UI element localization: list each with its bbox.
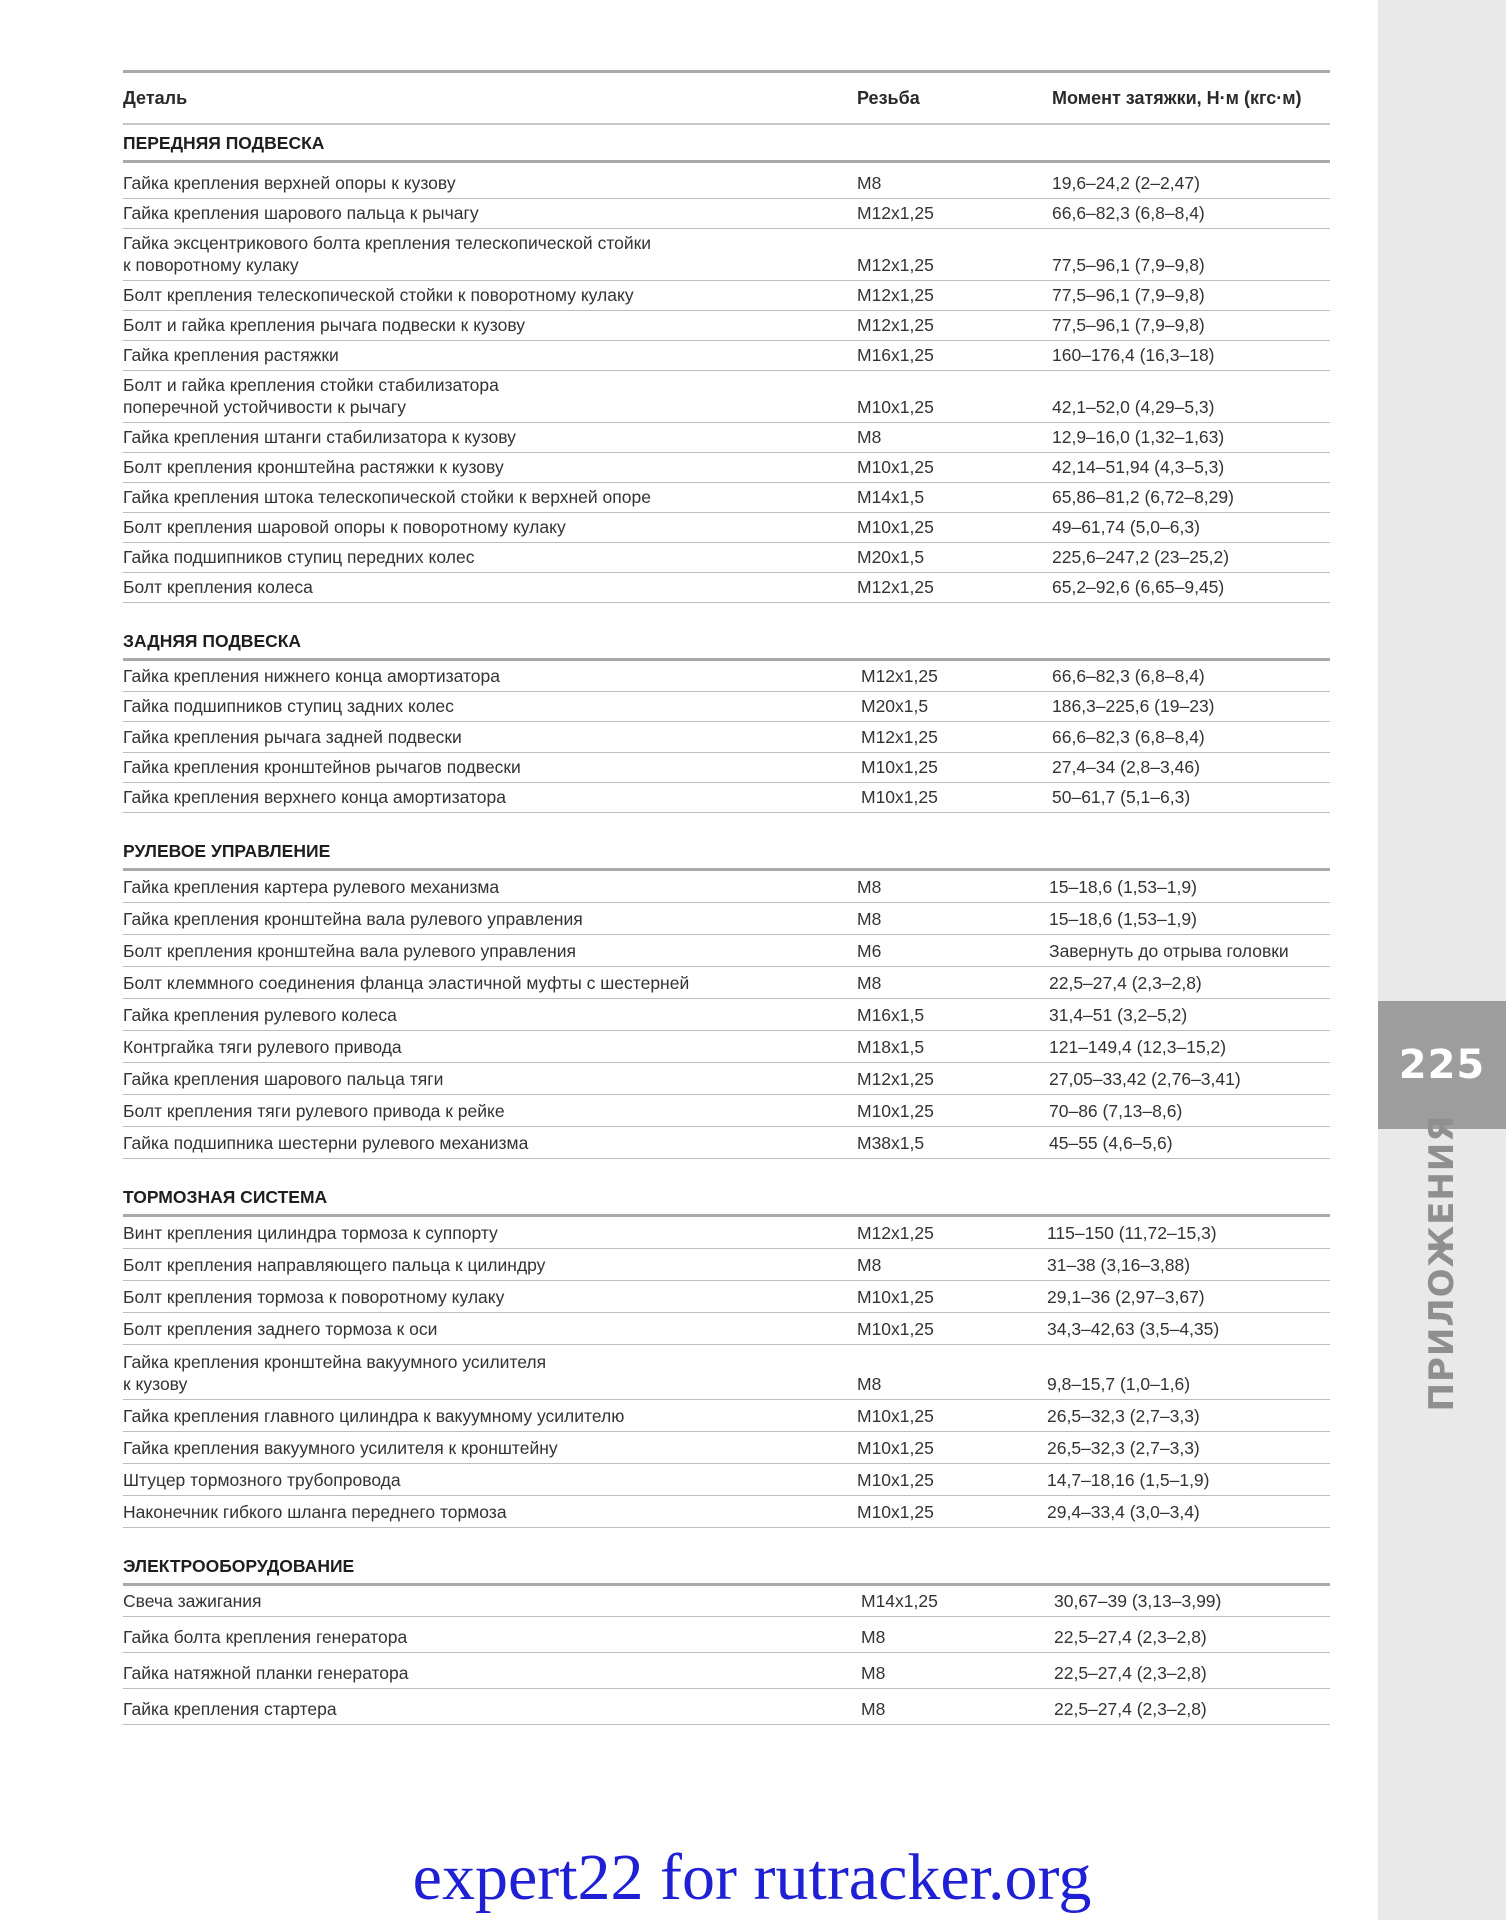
cell-torque: 49–61,74 (5,0–6,3) — [1052, 517, 1200, 537]
cell-part: Гайка крепления главного цилиндра к вакуумному усилителю — [123, 1406, 625, 1426]
cell-part: Болт и гайка крепления рычага подвески к кузову — [123, 315, 526, 335]
cell-part: Гайка крепления кронштейнов рычагов подвески — [123, 757, 521, 777]
table-row — [123, 1217, 1330, 1249]
cell-torque: 29,1–36 (2,97–3,67) — [1047, 1287, 1205, 1307]
header-thread: Резьба — [857, 87, 920, 108]
table-row — [123, 453, 1330, 483]
section-title-rear-suspension: ЗАДНЯЯ ПОДВЕСКА — [123, 603, 1330, 661]
table-row — [123, 903, 1330, 935]
cell-thread: M8 — [861, 1627, 886, 1647]
cell-part: Болт крепления направляющего пальца к цилиндру — [123, 1255, 546, 1275]
table-row — [123, 753, 1330, 783]
table-row — [123, 543, 1330, 573]
table-row — [123, 423, 1330, 453]
cell-thread: M16x1,25 — [857, 345, 934, 365]
table-row — [123, 1127, 1330, 1159]
cell-part: Гайка крепления кронштейна вала рулевого управления — [123, 909, 583, 929]
cell-thread: M10x1,25 — [857, 1438, 934, 1458]
table-row — [123, 1653, 1330, 1689]
cell-part-line: Гайка эксцентрикового болта крепления телескопической стойки — [123, 233, 652, 253]
cell-torque: 77,5–96,1 (7,9–9,8) — [1052, 315, 1205, 335]
table-header — [123, 73, 1330, 125]
cell-torque: 70–86 (7,13–8,6) — [1049, 1101, 1183, 1121]
section-label-vertical: ПРИЛОЖЕНИЯ — [1422, 1114, 1462, 1412]
section-front-suspension — [123, 163, 1330, 603]
cell-thread: M14x1,5 — [857, 487, 925, 507]
cell-thread: M10x1,25 — [857, 1502, 934, 1522]
table-row — [123, 341, 1330, 371]
cell-part: Свеча зажигания — [123, 1591, 262, 1611]
cell-thread: M10x1,25 — [857, 1406, 934, 1426]
cell-thread: M12x1,25 — [861, 727, 938, 747]
cell-thread: M8 — [861, 1699, 886, 1719]
table-row — [123, 281, 1330, 311]
cell-part: Гайка подшипника шестерни рулевого механизма — [123, 1133, 529, 1153]
cell-part-line: поперечной устойчивости к рычагу — [123, 397, 407, 417]
cell-part: Болт крепления тяги рулевого привода к рейке — [123, 1101, 505, 1121]
cell-thread: M8 — [857, 877, 882, 897]
cell-torque: 31,4–51 (3,2–5,2) — [1049, 1005, 1188, 1025]
cell-torque: 9,8–15,7 (1,0–1,6) — [1047, 1374, 1191, 1394]
cell-torque: 45–55 (4,6–5,6) — [1049, 1133, 1173, 1153]
cell-part: Болт крепления телескопической стойки к поворотному кулаку — [123, 285, 634, 305]
cell-part: Болт крепления тормоза к поворотному кулаку — [123, 1287, 505, 1307]
table-row — [123, 935, 1330, 967]
table-row — [123, 1313, 1330, 1345]
table-row — [123, 573, 1330, 603]
cell-torque: 121–149,4 (12,3–15,2) — [1049, 1037, 1227, 1057]
cell-thread: M20x1,5 — [857, 547, 925, 567]
cell-part: Гайка крепления рычага задней подвески — [123, 727, 462, 747]
table-row — [123, 722, 1330, 753]
table-row — [123, 661, 1330, 692]
cell-torque: 34,3–42,63 (3,5–4,35) — [1047, 1319, 1220, 1339]
page-number: 225 — [1378, 1001, 1506, 1129]
cell-torque: 15–18,6 (1,53–1,9) — [1049, 909, 1197, 929]
cell-part: Гайка крепления стартера — [123, 1699, 337, 1719]
cell-torque: 22,5–27,4 (2,3–2,8) — [1054, 1663, 1207, 1683]
cell-thread: M12x1,25 — [857, 285, 934, 305]
cell-part: Наконечник гибкого шланга переднего тормоза — [123, 1502, 507, 1522]
table-row — [123, 1063, 1330, 1095]
cell-torque: 225,6–247,2 (23–25,2) — [1052, 547, 1230, 567]
cell-part: Гайка крепления верхнего конца амортизатора — [123, 787, 506, 807]
cell-part: Гайка крепления картера рулевого механизма — [123, 877, 500, 897]
table-row — [123, 1689, 1330, 1725]
cell-torque: 12,9–16,0 (1,32–1,63) — [1052, 427, 1225, 447]
cell-thread: M10x1,25 — [861, 757, 938, 777]
cell-torque: 22,5–27,4 (2,3–2,8) — [1054, 1627, 1207, 1647]
cell-part — [123, 1351, 857, 1395]
cell-torque: 66,6–82,3 (6,8–8,4) — [1052, 203, 1205, 223]
cell-torque: 15–18,6 (1,53–1,9) — [1049, 877, 1197, 897]
cell-thread: M8 — [857, 1374, 882, 1394]
section-title-front-suspension: ПЕРЕДНЯЯ ПОДВЕСКА — [123, 125, 1330, 163]
table-row — [123, 783, 1330, 813]
section-title-brake-system: ТОРМОЗНАЯ СИСТЕМА — [123, 1159, 1330, 1217]
table-row — [123, 1095, 1330, 1127]
cell-torque: 42,14–51,94 (4,3–5,3) — [1052, 457, 1225, 477]
section-brake-system — [123, 1217, 1330, 1528]
cell-thread: M12x1,25 — [857, 1069, 934, 1089]
table-row — [123, 1617, 1330, 1653]
cell-part-line: к поворотному кулаку — [123, 255, 299, 275]
table-row — [123, 999, 1330, 1031]
torque-table — [123, 70, 1330, 1725]
cell-thread: M12x1,25 — [861, 666, 938, 686]
cell-part: Гайка болта крепления генератора — [123, 1627, 408, 1647]
cell-part: Болт крепления заднего тормоза к оси — [123, 1319, 438, 1339]
section-steering — [123, 871, 1330, 1159]
cell-torque: 29,4–33,4 (3,0–3,4) — [1047, 1502, 1200, 1522]
cell-thread: M10x1,25 — [857, 1287, 934, 1307]
cell-torque: 31–38 (3,16–3,88) — [1047, 1255, 1191, 1275]
table-row — [123, 1249, 1330, 1281]
cell-torque: 77,5–96,1 (7,9–9,8) — [1052, 255, 1205, 275]
cell-part: Гайка крепления шарового пальца тяги — [123, 1069, 444, 1089]
cell-torque: 14,7–18,16 (1,5–1,9) — [1047, 1470, 1210, 1490]
cell-torque: Завернуть до отрыва головки — [1049, 941, 1289, 961]
cell-torque: 65,86–81,2 (6,72–8,29) — [1052, 487, 1234, 507]
header-part: Деталь — [123, 87, 188, 108]
cell-torque: 27,4–34 (2,8–3,46) — [1052, 757, 1200, 777]
cell-part: Гайка крепления вакуумного усилителя к кронштейну — [123, 1438, 558, 1458]
cell-thread: M12x1,25 — [857, 315, 934, 335]
cell-thread: M6 — [857, 941, 882, 961]
cell-torque: 22,5–27,4 (2,3–2,8) — [1049, 973, 1202, 993]
watermark — [0, 1840, 1506, 1916]
cell-thread: M20x1,5 — [861, 696, 929, 716]
cell-part: Гайка натяжной планки генератора — [123, 1663, 409, 1683]
cell-thread: M38x1,5 — [857, 1133, 925, 1153]
section-title-steering: РУЛЕВОЕ УПРАВЛЕНИЕ — [123, 813, 1330, 871]
table-row — [123, 483, 1330, 513]
cell-part: Гайка крепления растяжки — [123, 345, 339, 365]
cell-part: Гайка крепления штока телескопической стойки к верхней опоре — [123, 487, 651, 507]
cell-part: Гайка крепления рулевого колеса — [123, 1005, 397, 1025]
cell-thread: M8 — [857, 427, 882, 447]
side-band — [1378, 0, 1506, 1920]
watermark-text: expert22 for rutracker.org — [412, 1841, 1092, 1914]
cell-part: Штуцер тормозного трубопровода — [123, 1470, 401, 1490]
table-row — [123, 513, 1330, 543]
cell-part-line: Болт и гайка крепления стойки стабилизатора — [123, 375, 499, 395]
cell-torque: 22,5–27,4 (2,3–2,8) — [1054, 1699, 1207, 1719]
table-row — [123, 1345, 1330, 1400]
cell-part: Болт крепления шаровой опоры к поворотному кулаку — [123, 517, 566, 537]
table-row — [123, 163, 1330, 199]
section-title-electrical: ЭЛЕКТРООБОРУДОВАНИЕ — [123, 1528, 1330, 1586]
cell-torque: 66,6–82,3 (6,8–8,4) — [1052, 666, 1205, 686]
cell-torque: 42,1–52,0 (4,29–5,3) — [1052, 397, 1215, 417]
cell-thread: M12x1,25 — [857, 255, 934, 275]
cell-thread: M10x1,25 — [857, 1101, 934, 1121]
cell-thread: M10x1,25 — [857, 1470, 934, 1490]
cell-thread: M10x1,25 — [857, 457, 934, 477]
cell-thread: M8 — [857, 909, 882, 929]
table-row — [123, 1031, 1330, 1063]
table-row — [123, 1400, 1330, 1432]
cell-part: Болт крепления кронштейна вала рулевого управления — [123, 941, 577, 961]
cell-part: Гайка подшипников ступиц передних колес — [123, 547, 475, 567]
cell-thread: M10x1,25 — [857, 517, 934, 537]
cell-part: Контргайка тяги рулевого привода — [123, 1037, 402, 1057]
cell-torque: 19,6–24,2 (2–2,47) — [1052, 173, 1200, 193]
cell-torque: 160–176,4 (16,3–18) — [1052, 345, 1215, 365]
cell-part: Винт крепления цилиндра тормоза к суппорту — [123, 1223, 498, 1243]
table-row — [123, 1496, 1330, 1528]
cell-part: Болт крепления кронштейна растяжки к кузову — [123, 457, 504, 477]
cell-part: Гайка крепления штанги стабилизатора к кузову — [123, 427, 516, 447]
table-row — [123, 967, 1330, 999]
cell-part — [123, 232, 857, 276]
cell-thread: M14x1,25 — [861, 1591, 938, 1611]
table-row — [123, 371, 1330, 423]
cell-thread: M12x1,25 — [857, 577, 934, 597]
cell-thread: M10x1,25 — [857, 397, 934, 417]
cell-torque: 30,67–39 (3,13–3,99) — [1054, 1591, 1222, 1611]
section-electrical — [123, 1586, 1330, 1725]
cell-part: Гайка крепления шарового пальца к рычагу — [123, 203, 479, 223]
cell-thread: M18x1,5 — [857, 1037, 925, 1057]
table-row — [123, 871, 1330, 903]
cell-torque: 65,2–92,6 (6,65–9,45) — [1052, 577, 1225, 597]
cell-thread: M8 — [857, 1255, 882, 1275]
cell-torque: 26,5–32,3 (2,7–3,3) — [1047, 1406, 1200, 1426]
cell-torque: 66,6–82,3 (6,8–8,4) — [1052, 727, 1205, 747]
cell-part: Болт крепления колеса — [123, 577, 313, 597]
section-rear-suspension — [123, 661, 1330, 813]
cell-part: Болт клеммного соединения фланца эластичной муфты с шестерней — [123, 973, 690, 993]
cell-torque: 77,5–96,1 (7,9–9,8) — [1052, 285, 1205, 305]
cell-thread: M8 — [857, 173, 882, 193]
cell-thread: M8 — [861, 1663, 886, 1683]
cell-torque: 27,05–33,42 (2,76–3,41) — [1049, 1069, 1241, 1089]
cell-torque: 26,5–32,3 (2,7–3,3) — [1047, 1438, 1200, 1458]
header-torque: Момент затяжки, Н·м (кгс·м) — [1052, 87, 1302, 108]
cell-thread: M16x1,5 — [857, 1005, 925, 1025]
cell-part: Гайка крепления нижнего конца амортизатора — [123, 666, 500, 686]
cell-thread: M8 — [857, 973, 882, 993]
cell-thread: M10x1,25 — [857, 1319, 934, 1339]
cell-torque: 186,3–225,6 (19–23) — [1052, 696, 1215, 716]
table-row — [123, 229, 1330, 281]
cell-part: Гайка подшипников ступиц задних колес — [123, 696, 454, 716]
cell-thread: M10x1,25 — [861, 787, 938, 807]
cell-torque: 50–61,7 (5,1–6,3) — [1052, 787, 1191, 807]
cell-part-line: Гайка крепления кронштейна вакуумного усилителя — [123, 1352, 547, 1372]
cell-part: Гайка крепления верхней опоры к кузову — [123, 173, 456, 193]
cell-thread: M12x1,25 — [857, 203, 934, 223]
table-row — [123, 692, 1330, 722]
cell-thread: M12x1,25 — [857, 1223, 934, 1243]
cell-part-line: к кузову — [123, 1374, 188, 1394]
cell-torque: 115–150 (11,72–15,3) — [1047, 1223, 1217, 1243]
table-row — [123, 1586, 1330, 1617]
table-row — [123, 199, 1330, 229]
table-row — [123, 1464, 1330, 1496]
table-row — [123, 1281, 1330, 1313]
table-row — [123, 1432, 1330, 1464]
cell-part — [123, 374, 857, 418]
table-row — [123, 311, 1330, 341]
